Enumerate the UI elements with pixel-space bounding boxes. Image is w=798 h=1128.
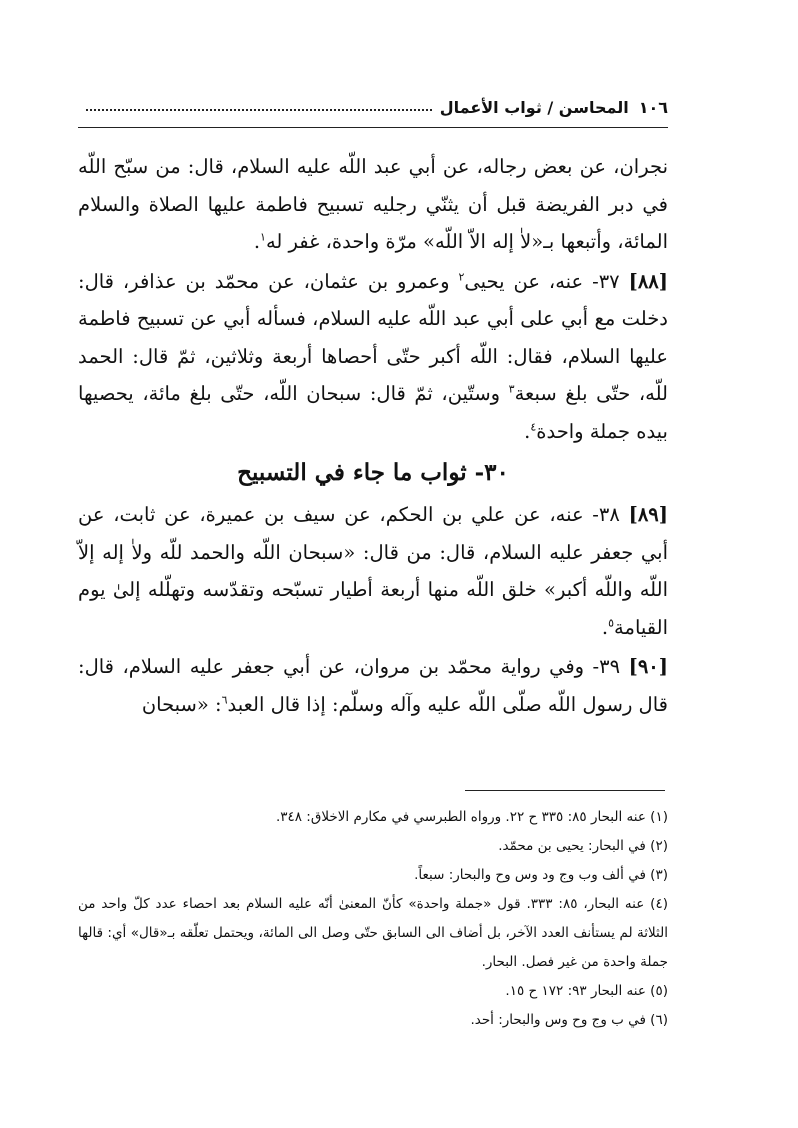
hadith-text: وعمرو بن عثمان، عن محمّد بن عذافر، قال: دخلت مع أبي على أبي عبد اللّه عليه السلام، فسأله أبي عن تسبيح فاطمة عليها السلام، فقال: اللّه أكبر حتّى أحصاها أربعة وثلاثين، ثمّ قال: الحمد للّه، حتّى بلغ سبعة	[78, 269, 668, 405]
hadith-text: وستّين، ثمّ قال: سبحان اللّه، حتّى بلغ مائة، يحصيها بيده جملة واحدة	[78, 382, 668, 443]
hadith-number: [٨٩]	[628, 503, 668, 526]
footnote: (٣) في ألف وب وج ود وس وح والبحار: سبعاً.	[414, 867, 668, 883]
hadith-text: ٣٩- وفي رواية محمّد بن مروان، عن أبي جعفر عليه السلام، قال: قال رسول اللّه صلّى اللّه عليه وآله وسلّم: إذا قال العبد	[78, 655, 668, 716]
hadith-end: .	[601, 615, 609, 639]
footnote-ref: ٤	[530, 420, 537, 433]
hadith-88	[78, 263, 668, 451]
footnote: (٥) عنه البحار ٩٣: ١٧٢ ح ١٥.	[505, 983, 668, 999]
footnote-ref: ١	[260, 230, 266, 244]
page-number: ١٠٦	[638, 97, 668, 117]
hadith-number: [٨٨]	[628, 269, 669, 293]
footnote: (٤) عنه البحار، ٨٥: ٣٣٣. قول «جملة واحدة» كأنّ المعنىٰ أنّه عليه السلام بعد احصاء عدد كلّ واحد من الثلاثة لم يستأنف العدد الآخر، بل أضاف الى السابق حتّى وصل الى المائة، ويحتمل تعلّقه بـ«قال» أي: قالها جملة واحدة من غير فصل. البحار.	[78, 896, 668, 970]
header-rule	[78, 127, 668, 128]
header-dot-leader	[86, 109, 432, 111]
footnote-ref: ٢	[458, 270, 465, 283]
hadith-text: ٣٧- عنه، عن يحيى	[464, 269, 629, 293]
paragraph	[78, 148, 668, 261]
footnote-ref: ٦	[221, 693, 228, 706]
footnote-separator	[465, 790, 665, 791]
hadith-text: ٣٨- عنه، عن علي بن الحكم، عن سيف بن عميرة، عن ثابت، عن أبي جعفر عليه السلام، قال: من قال: «سبحان اللّه والحمد للّه ولاٰ إله إلاّ اللّه واللّه أكبر» خلق اللّه منها أربعة أطيار تسبّحه وتقدّسه وتهلّله إلىٰ يوم القيامة	[78, 503, 668, 639]
hadith-end: .	[524, 419, 531, 443]
footnote: (١) عنه البحار ٨٥: ٣٣٥ ح ٢٢. ورواه الطبرسي في مكارم الاخلاق: ٣٤٨.	[275, 809, 668, 825]
hadith-90	[78, 648, 668, 723]
footnote: (٦) في ب وج وح وس والبحار: أحد.	[470, 1012, 668, 1028]
hadith-89	[78, 496, 668, 646]
running-header	[78, 92, 668, 122]
main-text	[78, 148, 668, 723]
footnotes	[78, 803, 668, 1035]
footnote-ref: ٣	[508, 382, 515, 396]
footnote-ref: ٥	[608, 616, 615, 629]
footnote: (٢) في البحار: يحيى بن محمّد.	[498, 838, 668, 854]
running-title: المحاسن / ثواب الأعمال	[439, 97, 629, 117]
section-heading: ٣٠- ثواب ما جاء في التسبيح	[237, 459, 509, 486]
hadith-text: : «سبحان	[141, 692, 222, 716]
hadith-number: [٩٠]	[628, 655, 668, 678]
paragraph-text: نجران، عن بعض رجاله، عن أبي عبد اللّه عليه السلام، قال: من سبّح اللّه في دبر الفريضة قبل أن يثنّي رجليه تسبيح فاطمة عليها الصلاة والسلام المائة، وأتبعها بـ«لاٰ إله الاّ اللّه» مرّة واحدة، غفر له	[78, 155, 668, 253]
paragraph-end: .	[253, 230, 261, 253]
